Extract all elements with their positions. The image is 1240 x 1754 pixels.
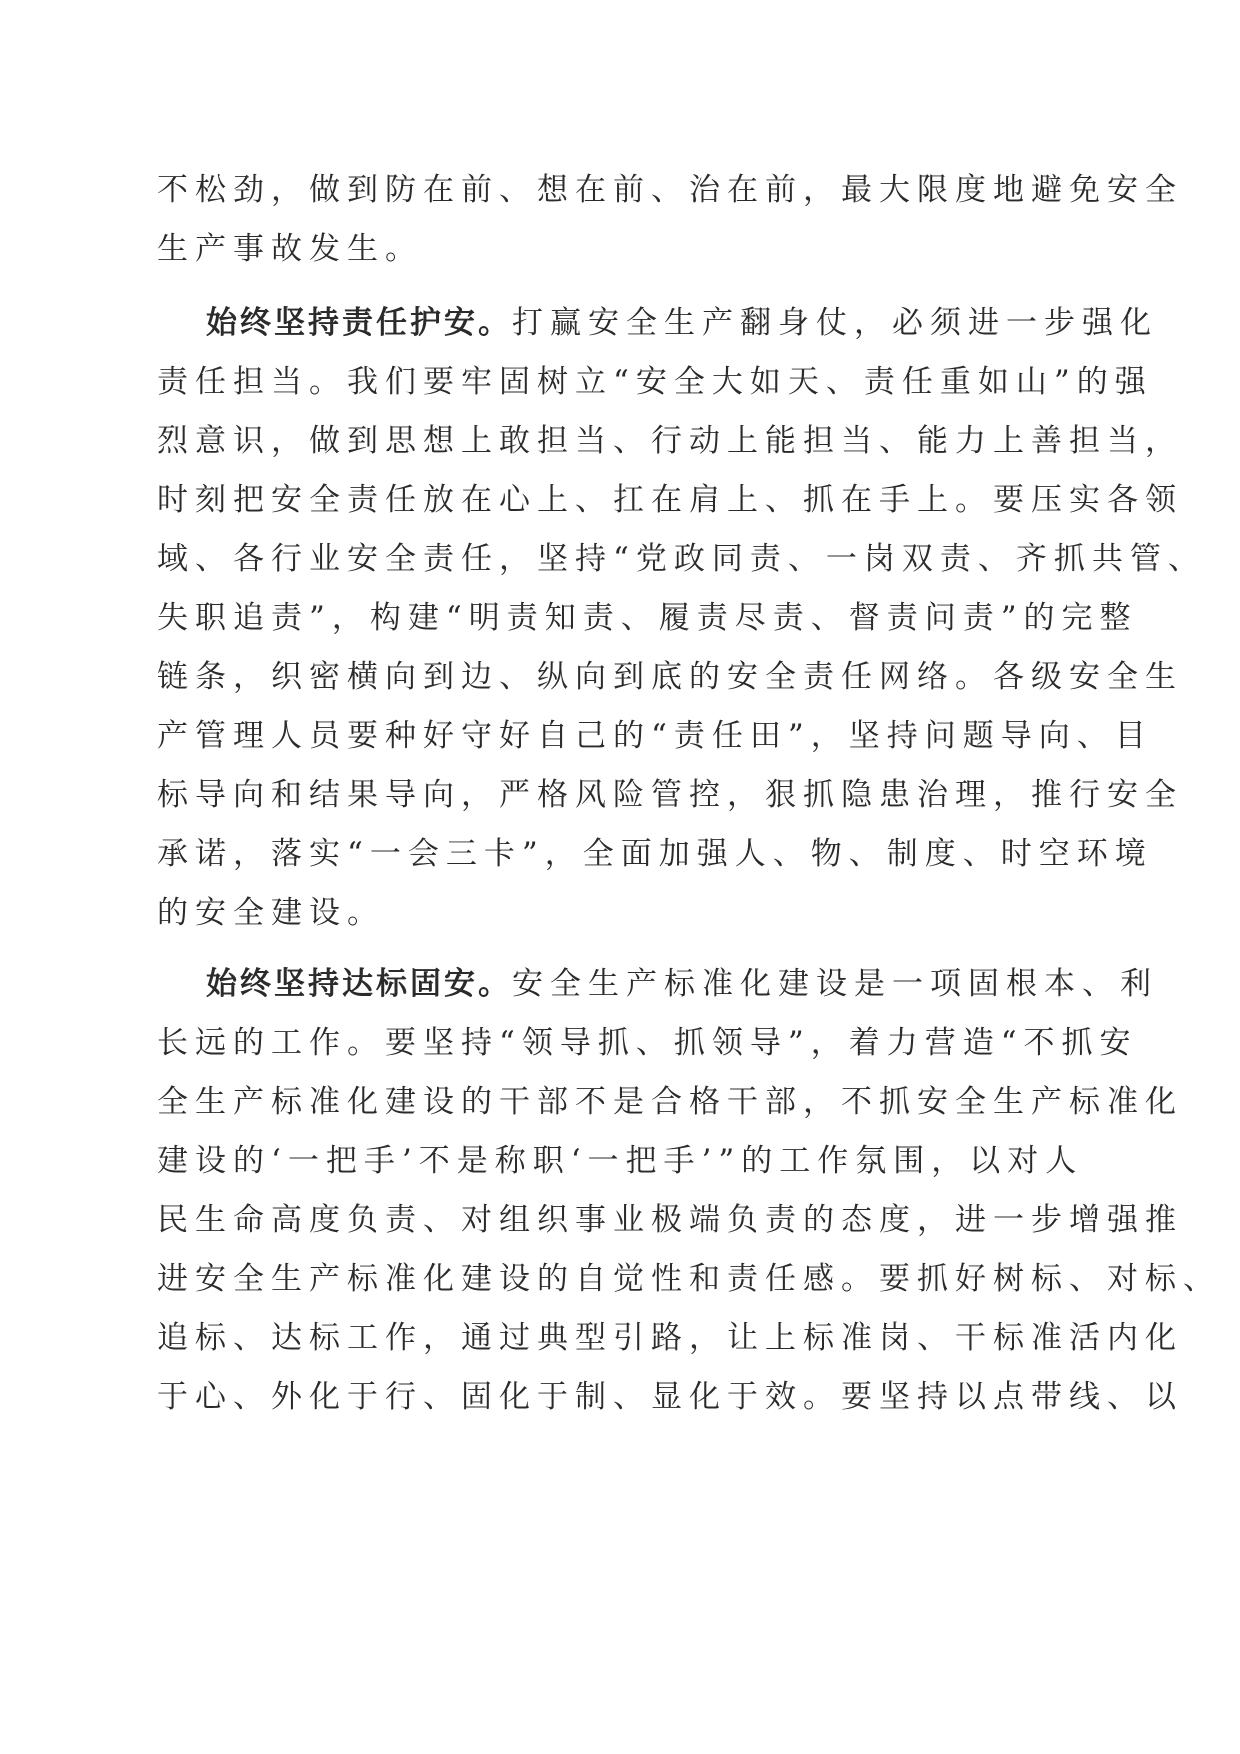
paragraph-2-lead: 始终坚持责任护安。	[206, 305, 512, 341]
paragraph-3-line-4: 建设的‘一把手’不是称职‘一把手’”的工作氛围，以对人	[157, 1143, 1084, 1179]
paragraph-2-line-1	[206, 305, 1158, 341]
paragraph-2-line-3: 烈意识，做到思想上敢担当、行动上能担当、能力上善担当，	[157, 423, 1183, 459]
paragraph-2-lead-rest: 打赢安全生产翻身仗，必须进一步强化	[512, 305, 1158, 341]
paragraph-3-line-8: 于心、外化于行、固化于制、显化于效。要坚持以点带线、以	[157, 1379, 1183, 1415]
paragraph-3-line-3: 全生产标准化建设的干部不是合格干部，不抓安全生产标准化	[157, 1084, 1183, 1120]
paragraph-2-line-6: 失职追责”，构建“明责知责、履责尽责、督责问责”的完整	[157, 600, 1138, 636]
paragraph-2-line-4: 时刻把安全责任放在心上、扛在肩上、抓在手上。要压实各领	[157, 482, 1183, 518]
paragraph-3-line-2: 长远的工作。要坚持“领导抓、抓领导”，着力营造“不抓安	[157, 1025, 1138, 1061]
paragraph-3-line-6: 进安全生产标准化建设的自觉性和责任感。要抓好树标、对标、	[157, 1261, 1221, 1297]
paragraph-2-line-8: 产管理人员要种好守好自己的“责任田”，坚持问题导向、目	[157, 718, 1153, 754]
paragraph-2-line-10: 承诺，落实“一会三卡”，全面加强人、物、制度、时空环境	[157, 836, 1153, 872]
paragraph-2-line-5: 域、各行业安全责任，坚持“党政同责、一岗双责、齐抓共管、	[157, 541, 1206, 577]
paragraph-1-line-1: 不松劲，做到防在前、想在前、治在前，最大限度地避免安全	[157, 172, 1183, 208]
paragraph-1-line-2: 生产事故发生。	[157, 231, 423, 267]
paragraph-2-line-11: 的安全建设。	[157, 895, 385, 931]
paragraph-3-line-7: 追标、达标工作，通过典型引路，让上标准岗、干标准活内化	[157, 1320, 1183, 1356]
paragraph-2-line-2: 责任担当。我们要牢固树立“安全大如天、责任重如山”的强	[157, 364, 1153, 400]
paragraph-2-line-7: 链条，织密横向到边、纵向到底的安全责任网络。各级安全生	[157, 659, 1183, 695]
paragraph-3-line-1	[206, 966, 1158, 1002]
paragraph-3-lead: 始终坚持达标固安。	[206, 966, 512, 1002]
paragraph-3-line-5: 民生命高度负责、对组织事业极端负责的态度，进一步增强推	[157, 1202, 1183, 1238]
paragraph-2-line-9: 标导向和结果导向，严格风险管控，狠抓隐患治理，推行安全	[157, 777, 1183, 813]
paragraph-3-lead-rest: 安全生产标准化建设是一项固根本、利	[512, 966, 1158, 1002]
